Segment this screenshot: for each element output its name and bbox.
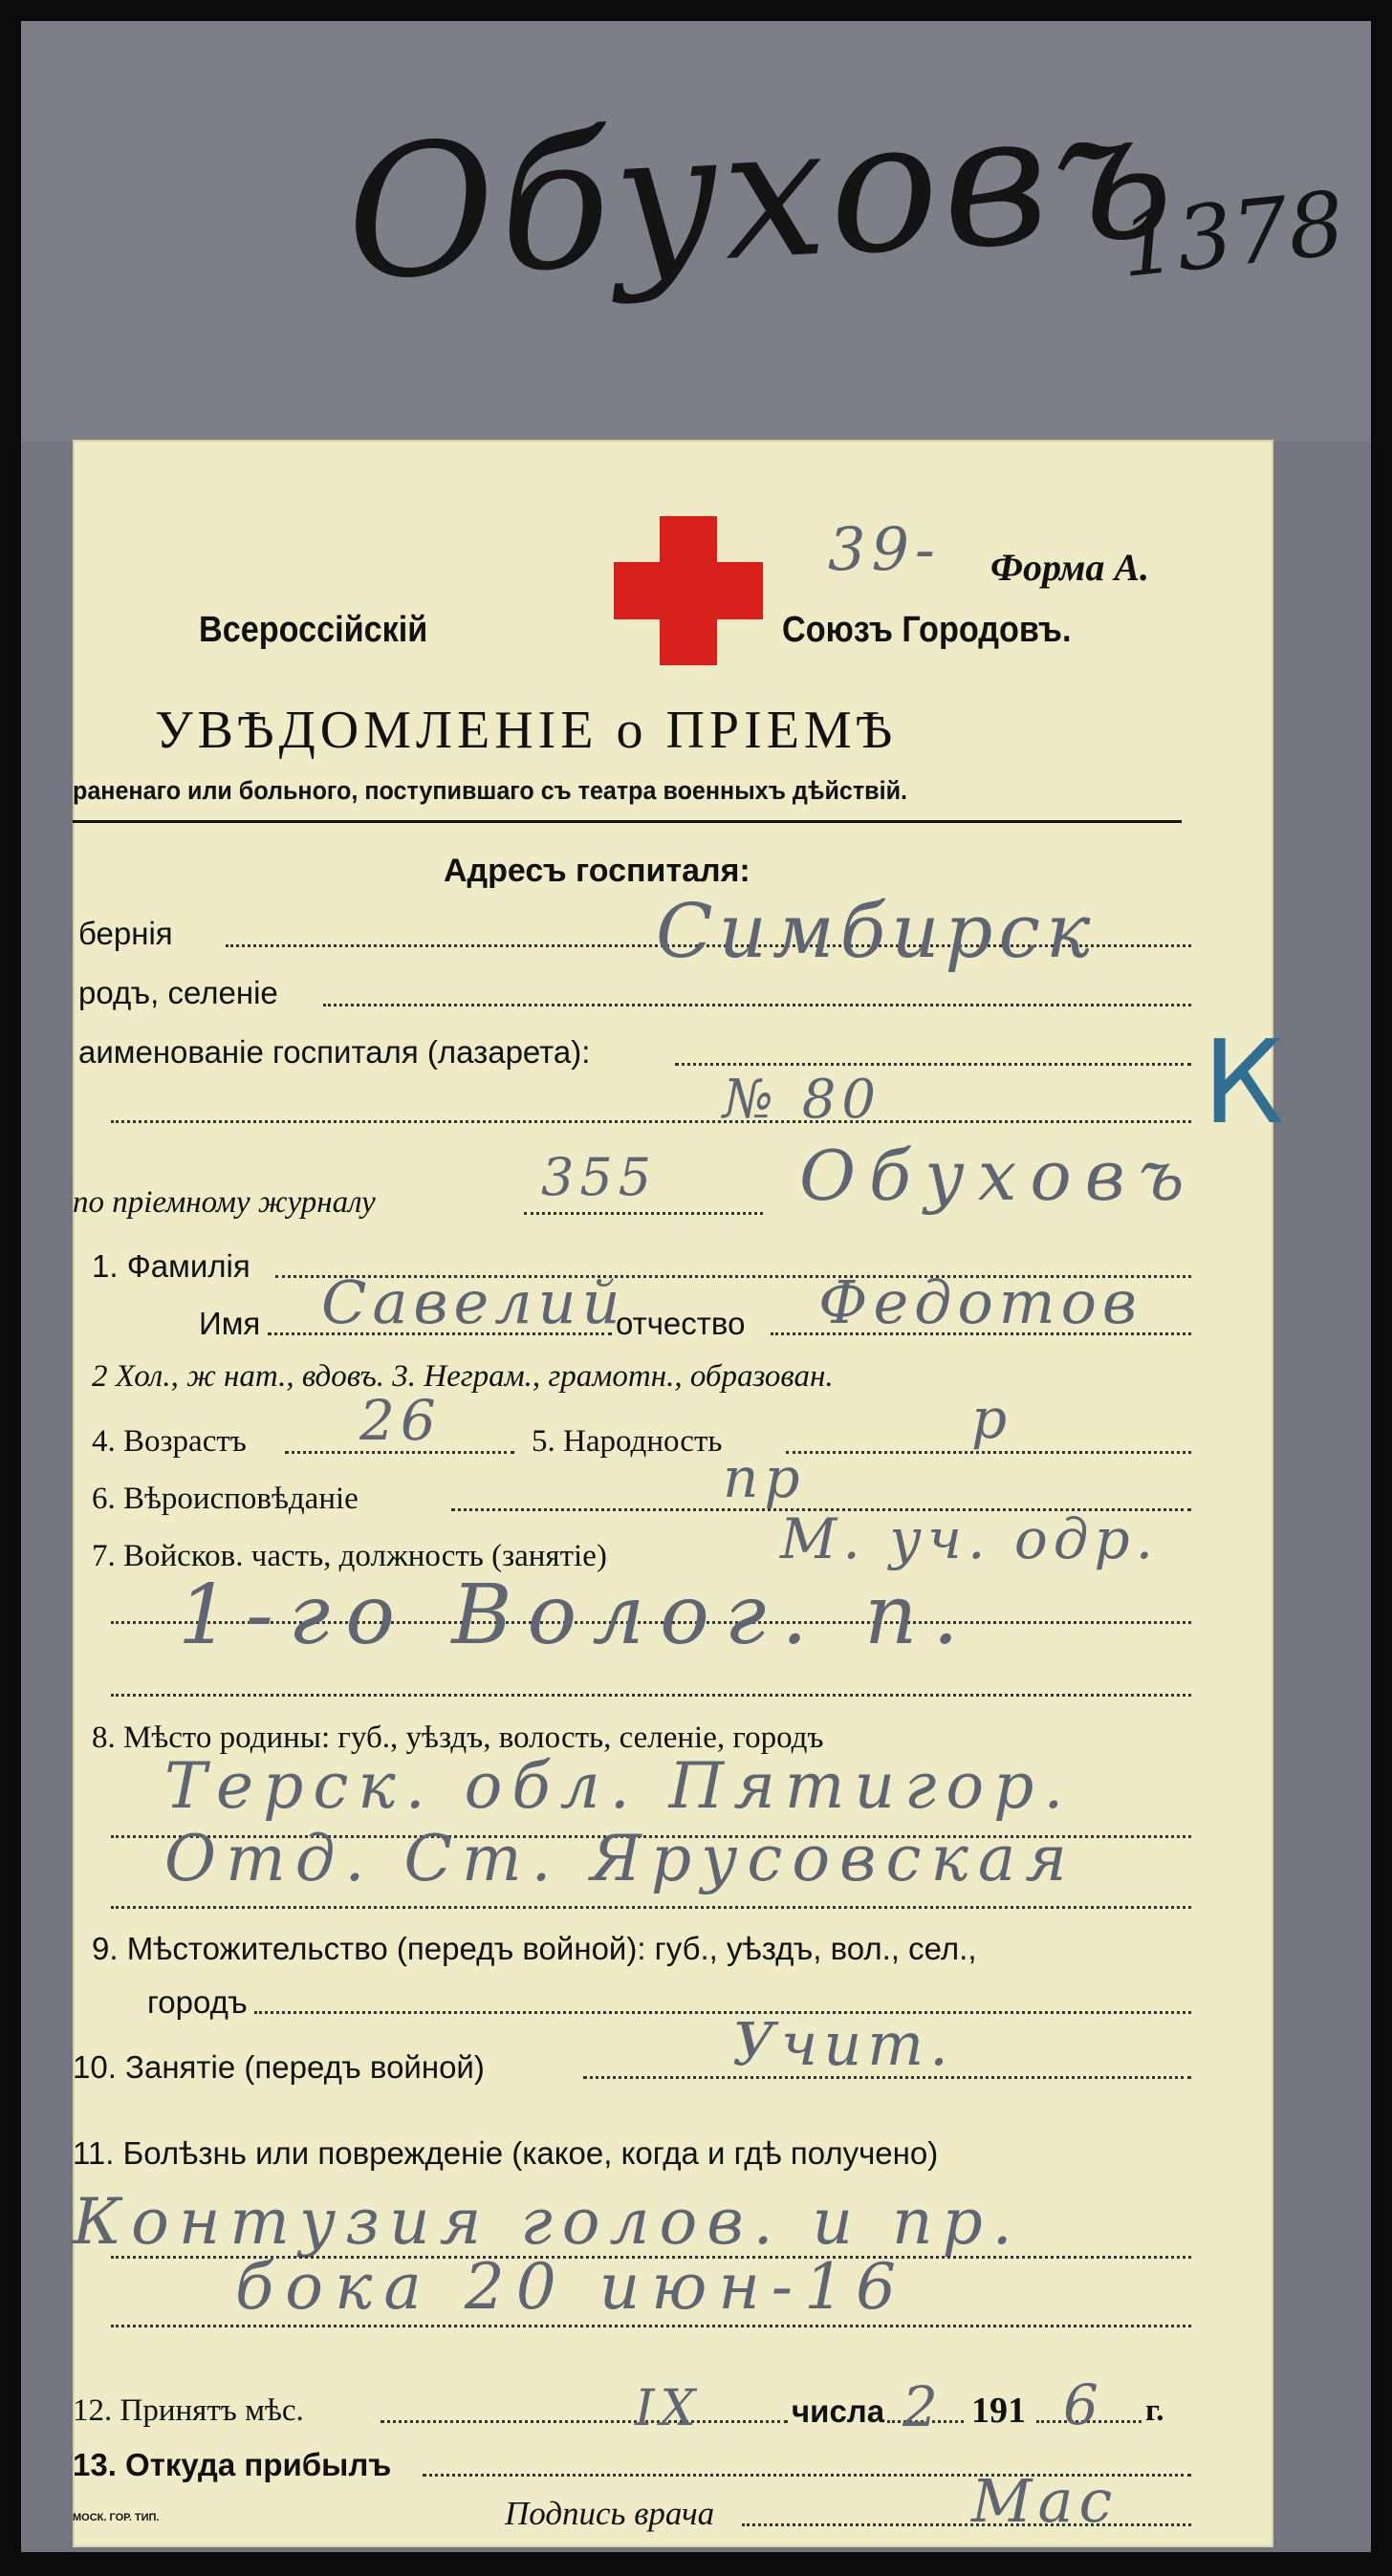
form-subtitle: раненаго или больного, поступившаго съ театра военныхъ дѣйствій. (73, 776, 908, 805)
field-11-value-1: Контузия голов. и пр. (73, 2185, 1022, 2259)
field-12-year-suffix: 6 (1063, 2372, 1104, 2437)
title-rule (73, 820, 1182, 823)
red-cross-emblem-bar (614, 562, 763, 619)
field-12-month-line (381, 2420, 788, 2423)
signature-line (742, 2523, 1191, 2526)
field-12-month-value: IX (635, 2380, 702, 2437)
field-10-value: Учит. (732, 2009, 954, 2079)
hospital-line-2 (111, 1120, 1191, 1123)
form-title: УВѢДОМЛЕНІЕ о ПРІЕМѢ (155, 701, 898, 760)
field-4-label: 4. Возрастъ (92, 1424, 247, 1459)
address-heading: Адресъ госпиталя: (444, 853, 750, 889)
signature-label: Подпись врача (505, 2495, 715, 2532)
field-8-label: 8. Мѣсто родины: губ., уѣздъ, волость, селеніе, городъ (92, 1721, 824, 1755)
field-5-line (786, 1451, 1191, 1454)
org-name-left: Всероссійскій (199, 610, 428, 650)
field-12-year-prefix: 191 (971, 2391, 1026, 2431)
org-name-right: Союзъ Городовъ. (782, 610, 1072, 650)
handwritten-serial: 39- (828, 514, 941, 584)
handwritten-surname: Обуховъ (340, 66, 1182, 321)
surname-value: Обуховъ (799, 1136, 1198, 1216)
handwritten-archive-number: 1378 (1116, 172, 1350, 297)
journal-label: по пріемному журналу (73, 1185, 376, 1220)
hospital-label: аименованіе госпиталя (лазарета): (78, 1034, 591, 1070)
margin-mark: К (1203, 1017, 1291, 1150)
field-1-label: 1. Фамилія (92, 1248, 250, 1284)
field-11-label: 11. Болѣзнь или поврежденіе (какое, когда и гдѣ получено) (73, 2135, 939, 2171)
gorod-line (323, 1004, 1191, 1007)
notification-form-card (73, 440, 1291, 2547)
field-7-value-2: 1-го Волог. п. (178, 1568, 974, 1663)
field-8-value-2: Отд. Ст. Ярусовская (164, 1822, 1077, 1895)
field-12-label: 12. Принятъ мѣс. (73, 2393, 304, 2428)
name-label: Имя (199, 1306, 261, 1341)
field-6-value: пр (723, 1445, 806, 1510)
field-2-3-text: 2 Хол., ж нат., вдовъ. 3. Неграм., грамотн., образован. (92, 1359, 834, 1394)
signature-value: Мас (971, 2466, 1119, 2536)
field-4-value: 26 (359, 1388, 442, 1453)
gubernia-label: бернія (78, 916, 173, 951)
field-9-label-2: городъ (147, 1984, 248, 2020)
field-11-line-3 (111, 2325, 1191, 2327)
field-9-label: 9. Мѣстожительство (передъ войной): губ., уѣздъ, вол., сел., (92, 1931, 977, 1966)
form-label: Форма А. (990, 546, 1150, 589)
field-7-line-3 (111, 1694, 1191, 1697)
patronymic-value: Федотов (818, 1267, 1142, 1337)
field-5-value: р (971, 1386, 1013, 1451)
field-8-line-3 (111, 1906, 1191, 1909)
field-10-label: 10. Занятіе (передъ войной) (73, 2049, 485, 2085)
field-11-value-2: бока 20 июн-16 (235, 2250, 908, 2324)
journal-value: 355 (541, 1147, 658, 1207)
hospital-value: № 80 (723, 1069, 882, 1131)
field-5-label: 5. Народность (532, 1424, 723, 1459)
field-9-line (254, 2011, 1191, 2014)
field-13-label: 13. Откуда прибылъ (73, 2447, 392, 2482)
field-7-label: 7. Войсков. часть, должность (занятіе) (92, 1539, 607, 1573)
field-7-value-1: М. уч. одр. (780, 1506, 1160, 1571)
field-8-value-1: Терск. обл. Пятигор. (164, 1749, 1074, 1823)
journal-line (524, 1212, 763, 1215)
field-12-day-label: числа (792, 2393, 885, 2429)
printer-mark: МОСК. ГОР. ТИП. (73, 2512, 160, 2523)
patronymic-label: отчество (616, 1306, 746, 1341)
name-value: Савелий (321, 1267, 626, 1337)
hospital-line (675, 1063, 1191, 1066)
field-12-g: г. (1145, 2393, 1164, 2428)
gubernia-value: Симбирск (656, 889, 1097, 975)
field-6-label: 6. Вѣроисповѣданіе (92, 1482, 359, 1516)
field-12-day-value: 2 (903, 2374, 944, 2439)
gorod-label: родъ, селеніе (78, 975, 278, 1010)
